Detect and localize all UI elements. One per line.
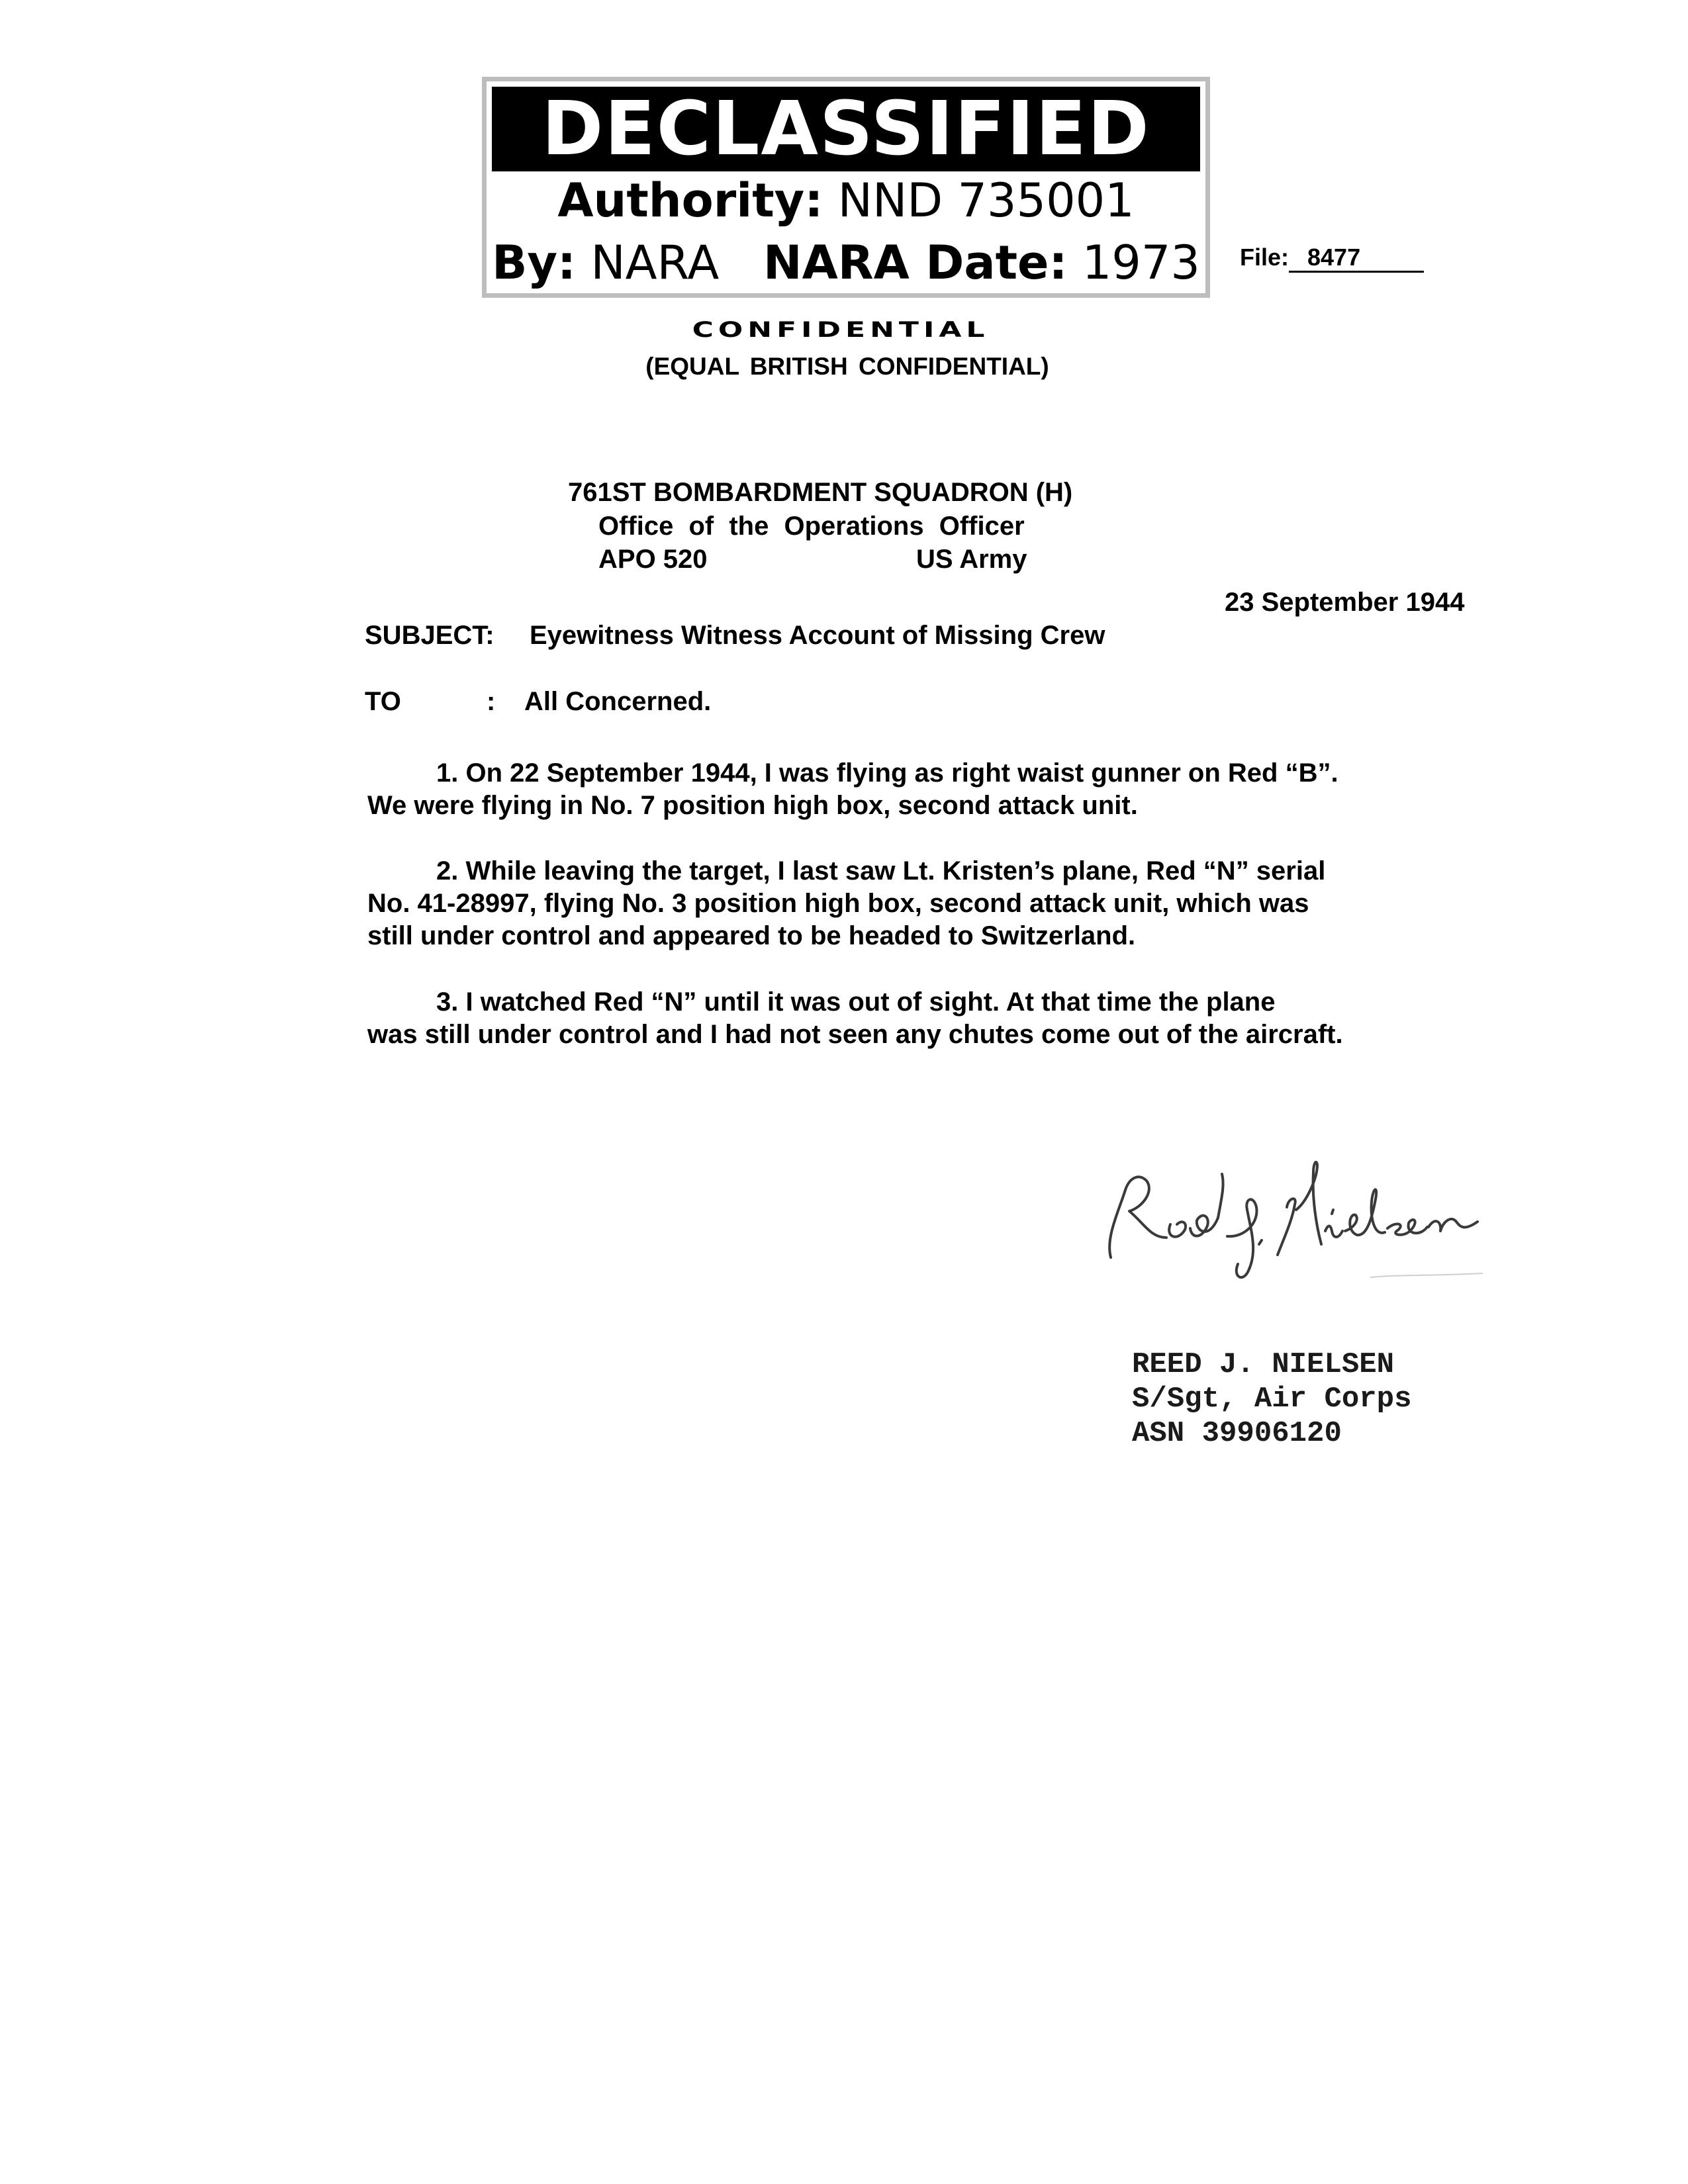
stamp-by-label: By:: [492, 236, 577, 290]
to-colon: :: [487, 687, 496, 716]
subject-label: SUBJECT:: [365, 621, 494, 650]
paragraph-line: 3. I watched Red “N” until it was out of sight. At that time the plane: [436, 987, 1276, 1017]
signer-name: REED J. NIELSEN: [1132, 1348, 1395, 1381]
handwritten-signature: [1086, 1138, 1536, 1297]
stamp-authority-line: [487, 173, 1205, 228]
paragraph-line: 1. On 22 September 1944, I was flying as right waist gunner on Red “B”.: [436, 758, 1338, 788]
subject-text: Eyewitness Witness Account of Missing Crew: [530, 621, 1105, 650]
paragraph-line: No. 41-28997, flying No. 3 position high box, second attack unit, which was: [367, 889, 1309, 918]
to-text: All Concerned.: [524, 687, 712, 716]
document-date: 23 September 1944: [1225, 588, 1465, 617]
signer-asn: ASN 39906120: [1132, 1417, 1342, 1450]
stamp-date-value: 1973: [1082, 236, 1200, 290]
file-value: 8477: [1289, 244, 1424, 273]
stamp-authority-label: Authority:: [557, 173, 823, 228]
paragraph-line: We were flying in No. 7 position high box, second attack unit.: [367, 791, 1138, 820]
stamp-title: DECLASSIFIED: [492, 87, 1200, 171]
office-name: Office of the Operations Officer: [598, 512, 1025, 541]
to-label: TO: [365, 687, 401, 716]
stamp-by-line: [487, 235, 1205, 291]
stamp-date-label: NARA Date:: [763, 236, 1068, 290]
stamp-authority-value: NND 735001: [837, 173, 1135, 228]
declassified-stamp: [482, 77, 1210, 298]
paragraph-line: 2. While leaving the target, I last saw Lt. Kristen’s plane, Red “N” serial: [436, 856, 1326, 886]
file-number: [1240, 244, 1424, 273]
paragraph-line: was still under control and I had not seen any chutes come out of the aircraft.: [367, 1020, 1343, 1049]
file-label: File:: [1240, 244, 1289, 271]
army-label: US Army: [916, 545, 1027, 574]
paragraph-1: [367, 757, 1338, 822]
unit-name: 761ST BOMBARDMENT SQUADRON (H): [568, 478, 1073, 507]
paragraph-2: [367, 855, 1325, 952]
stamp-by-value: NARA: [590, 236, 720, 290]
paragraph-3: [367, 986, 1343, 1051]
typed-signature-block: [1132, 1347, 1411, 1451]
classification-subtitle: (EQUAL BRITISH CONFIDENTIAL): [645, 353, 1049, 380]
classification-title: CONFIDENTIAL: [692, 318, 990, 342]
signer-rank: S/Sgt, Air Corps: [1132, 1383, 1412, 1416]
paragraph-line: still under control and appeared to be headed to Switzerland.: [367, 921, 1136, 950]
apo-number: APO 520: [598, 545, 708, 574]
